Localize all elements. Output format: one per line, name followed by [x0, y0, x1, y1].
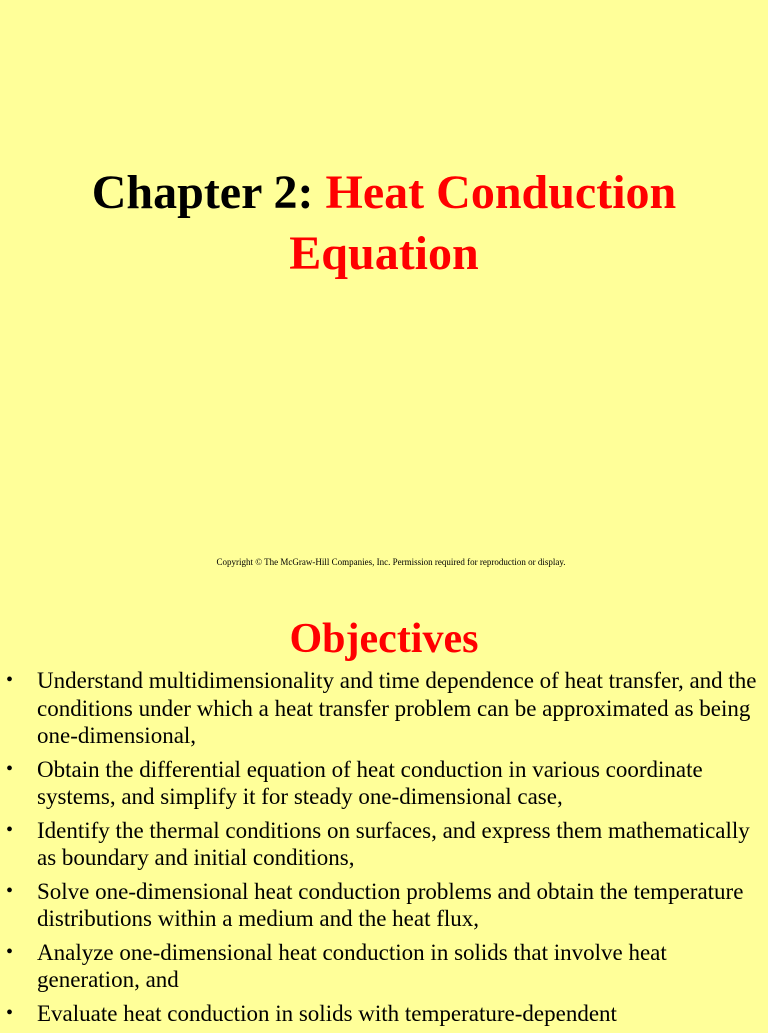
slide-title [0, 162, 768, 284]
objective-text: Analyze one-dimensional heat conduction in solids that involve heat generation, and [37, 939, 667, 992]
objective-item [0, 939, 768, 994]
objective-text: Identify the thermal conditions on surfaces, and express them mathematically as boundary and initial conditions, [37, 817, 750, 870]
objective-item [0, 878, 768, 933]
bullet-icon: • [6, 940, 14, 963]
objective-text: Obtain the differential equation of heat conduction in various coordinate systems, and simplify it for steady one-dimensional case, [37, 756, 703, 809]
bullet-icon: • [6, 818, 14, 841]
objectives-list [0, 667, 768, 1033]
objective-item [0, 667, 768, 750]
bullet-icon: • [6, 1001, 14, 1024]
objectives-heading: Objectives [289, 616, 479, 662]
title-chapter-name: Heat Conduction Equation [289, 166, 677, 280]
objectives-slide [0, 590, 768, 1024]
objective-text: Evaluate heat conduction in solids with temperature-dependent [37, 1000, 617, 1026]
bullet-icon: • [6, 757, 14, 780]
bullet-icon: • [6, 669, 14, 691]
objective-text: Understand multidimensionality and time dependence of heat transfer, and the conditions under which a heat transfer problem can be approximated as being one-dimensional, [37, 668, 757, 748]
objective-text: Solve one-dimensional heat conduction problems and obtain the temperature distributions within a medium and the heat flux, [37, 878, 744, 931]
title-chapter-prefix: Chapter 2: [91, 166, 326, 219]
objective-item [0, 817, 768, 872]
objective-item [0, 1000, 768, 1028]
bullet-icon: • [6, 879, 14, 902]
objective-item [0, 756, 768, 811]
copyright-notice: Copyright © The McGraw-Hill Companies, Inc. Permission required for reproduction or display. [216, 557, 566, 567]
